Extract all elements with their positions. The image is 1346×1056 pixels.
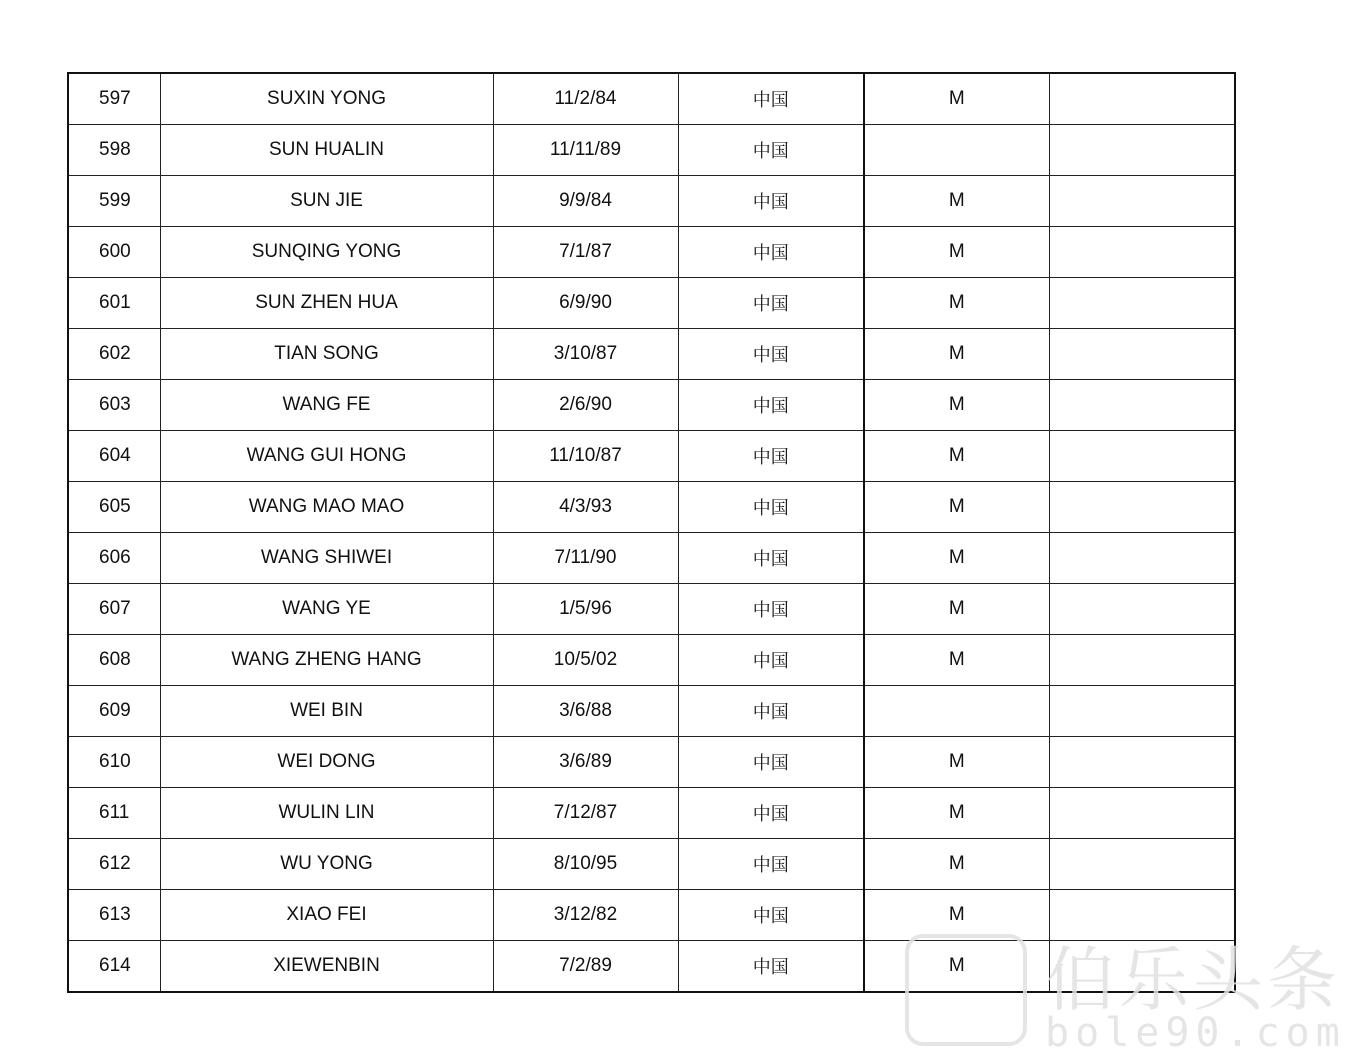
cell-name: WANG ZHENG HANG xyxy=(160,635,493,686)
cell-country: 中国 xyxy=(678,788,864,839)
table-row xyxy=(68,176,1235,227)
cell-note xyxy=(1049,941,1235,993)
cell-birthdate: 7/12/87 xyxy=(493,788,678,839)
cell-gender: M xyxy=(864,737,1049,788)
cell-name: WU YONG xyxy=(160,839,493,890)
cell-birthdate: 7/11/90 xyxy=(493,533,678,584)
cell-name: SUXIN YONG xyxy=(160,73,493,125)
table-row xyxy=(68,73,1235,125)
cell-country: 中国 xyxy=(678,380,864,431)
table-row xyxy=(68,431,1235,482)
cell-name: SUN JIE xyxy=(160,176,493,227)
cell-country: 中国 xyxy=(678,635,864,686)
cell-note xyxy=(1049,431,1235,482)
cell-birthdate: 3/6/89 xyxy=(493,737,678,788)
cell-birthdate: 6/9/90 xyxy=(493,278,678,329)
cell-country: 中国 xyxy=(678,431,864,482)
cell-note xyxy=(1049,278,1235,329)
cell-birthdate: 9/9/84 xyxy=(493,176,678,227)
cell-name: SUN HUALIN xyxy=(160,125,493,176)
cell-name: WANG GUI HONG xyxy=(160,431,493,482)
cell-number: 602 xyxy=(68,329,160,380)
cell-gender xyxy=(864,125,1049,176)
table-row xyxy=(68,686,1235,737)
cell-gender: M xyxy=(864,482,1049,533)
cell-country: 中国 xyxy=(678,584,864,635)
cell-name: TIAN SONG xyxy=(160,329,493,380)
cell-country: 中国 xyxy=(678,329,864,380)
cell-name: XIEWENBIN xyxy=(160,941,493,993)
cell-name: WANG YE xyxy=(160,584,493,635)
cell-birthdate: 2/6/90 xyxy=(493,380,678,431)
table-row xyxy=(68,227,1235,278)
cell-gender: M xyxy=(864,73,1049,125)
cell-number: 600 xyxy=(68,227,160,278)
cell-birthdate: 3/6/88 xyxy=(493,686,678,737)
watermark-url: bole90.com xyxy=(1045,1010,1346,1056)
cell-birthdate: 3/10/87 xyxy=(493,329,678,380)
cell-note xyxy=(1049,227,1235,278)
cell-note xyxy=(1049,125,1235,176)
cell-gender: M xyxy=(864,788,1049,839)
cell-country: 中国 xyxy=(678,737,864,788)
cell-number: 599 xyxy=(68,176,160,227)
cell-note xyxy=(1049,73,1235,125)
cell-number: 612 xyxy=(68,839,160,890)
cell-birthdate: 8/10/95 xyxy=(493,839,678,890)
table-row xyxy=(68,482,1235,533)
cell-note xyxy=(1049,686,1235,737)
cell-gender: M xyxy=(864,431,1049,482)
cell-gender: M xyxy=(864,176,1049,227)
cell-country: 中国 xyxy=(678,941,864,993)
cell-number: 607 xyxy=(68,584,160,635)
cell-gender: M xyxy=(864,380,1049,431)
cell-gender xyxy=(864,686,1049,737)
cell-birthdate: 1/5/96 xyxy=(493,584,678,635)
cell-country: 中国 xyxy=(678,839,864,890)
cell-country: 中国 xyxy=(678,73,864,125)
cell-country: 中国 xyxy=(678,227,864,278)
cell-note xyxy=(1049,890,1235,941)
table-row xyxy=(68,737,1235,788)
cell-note xyxy=(1049,839,1235,890)
cell-number: 598 xyxy=(68,125,160,176)
table-row xyxy=(68,125,1235,176)
cell-birthdate: 11/2/84 xyxy=(493,73,678,125)
cell-name: WANG MAO MAO xyxy=(160,482,493,533)
cell-country: 中国 xyxy=(678,533,864,584)
cell-birthdate: 7/1/87 xyxy=(493,227,678,278)
cell-birthdate: 7/2/89 xyxy=(493,941,678,993)
cell-name: SUN ZHEN HUA xyxy=(160,278,493,329)
cell-number: 614 xyxy=(68,941,160,993)
table-row xyxy=(68,941,1235,993)
cell-country: 中国 xyxy=(678,482,864,533)
cell-number: 609 xyxy=(68,686,160,737)
cell-name: WANG SHIWEI xyxy=(160,533,493,584)
cell-number: 605 xyxy=(68,482,160,533)
table-row xyxy=(68,788,1235,839)
cell-name: SUNQING YONG xyxy=(160,227,493,278)
cell-number: 601 xyxy=(68,278,160,329)
cell-country: 中国 xyxy=(678,686,864,737)
cell-gender: M xyxy=(864,635,1049,686)
cell-number: 606 xyxy=(68,533,160,584)
cell-name: WULIN LIN xyxy=(160,788,493,839)
cell-gender: M xyxy=(864,533,1049,584)
cell-birthdate: 11/11/89 xyxy=(493,125,678,176)
cell-note xyxy=(1049,482,1235,533)
table-row xyxy=(68,278,1235,329)
cell-birthdate: 11/10/87 xyxy=(493,431,678,482)
cell-note xyxy=(1049,584,1235,635)
roster-body xyxy=(68,73,1235,992)
cell-gender: M xyxy=(864,584,1049,635)
table-row xyxy=(68,329,1235,380)
cell-birthdate: 4/3/93 xyxy=(493,482,678,533)
table-row xyxy=(68,839,1235,890)
cell-name: WANG FE xyxy=(160,380,493,431)
table-row xyxy=(68,890,1235,941)
cell-gender: M xyxy=(864,329,1049,380)
roster-table xyxy=(67,72,1236,993)
cell-number: 613 xyxy=(68,890,160,941)
cell-note xyxy=(1049,329,1235,380)
cell-note xyxy=(1049,380,1235,431)
cell-country: 中国 xyxy=(678,890,864,941)
cell-gender: M xyxy=(864,278,1049,329)
cell-name: XIAO FEI xyxy=(160,890,493,941)
cell-name: WEI BIN xyxy=(160,686,493,737)
cell-gender: M xyxy=(864,941,1049,993)
cell-number: 611 xyxy=(68,788,160,839)
cell-country: 中国 xyxy=(678,278,864,329)
cell-country: 中国 xyxy=(678,125,864,176)
cell-number: 597 xyxy=(68,73,160,125)
cell-note xyxy=(1049,533,1235,584)
cell-birthdate: 3/12/82 xyxy=(493,890,678,941)
cell-gender: M xyxy=(864,839,1049,890)
cell-note xyxy=(1049,737,1235,788)
cell-number: 603 xyxy=(68,380,160,431)
cell-birthdate: 10/5/02 xyxy=(493,635,678,686)
cell-note xyxy=(1049,176,1235,227)
table-row xyxy=(68,584,1235,635)
watermark-logo-text: 伯乐头条 xyxy=(1045,939,1341,1021)
table-row xyxy=(68,635,1235,686)
cell-note xyxy=(1049,635,1235,686)
cell-name: WEI DONG xyxy=(160,737,493,788)
cell-country: 中国 xyxy=(678,176,864,227)
cell-number: 608 xyxy=(68,635,160,686)
cell-gender: M xyxy=(864,227,1049,278)
table-row xyxy=(68,380,1235,431)
cell-gender: M xyxy=(864,890,1049,941)
cell-note xyxy=(1049,788,1235,839)
cell-number: 610 xyxy=(68,737,160,788)
cell-number: 604 xyxy=(68,431,160,482)
table-row xyxy=(68,533,1235,584)
